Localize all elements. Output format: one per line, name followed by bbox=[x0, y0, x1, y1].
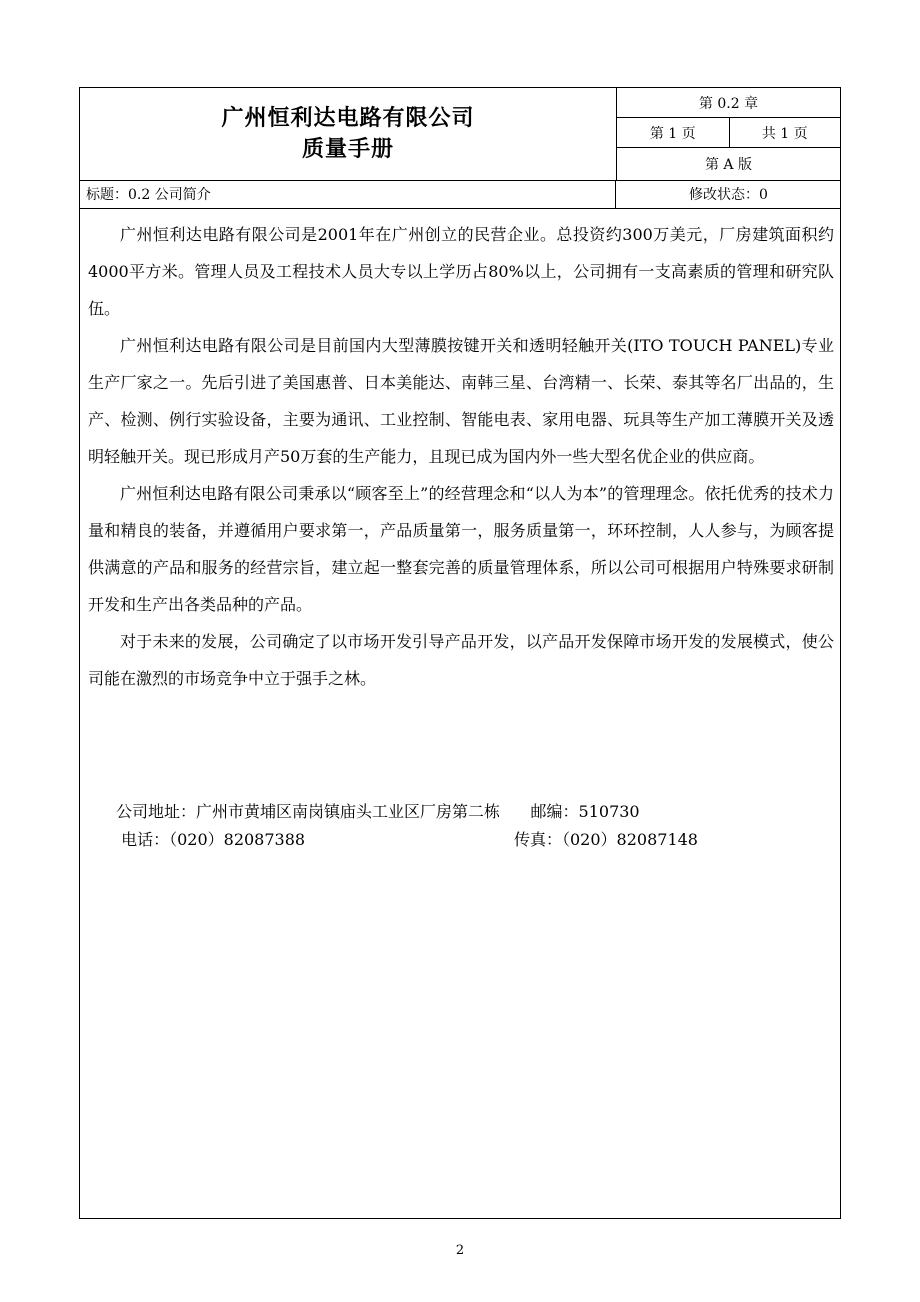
revision-status: 修改状态：0 bbox=[689, 187, 768, 203]
contact-block bbox=[116, 798, 698, 854]
paragraph-intro: 广州恒利达电路有限公司是2001年在广州创立的民营企业。总投资约300万美元，厂房建筑面积约4000平方米。管理人员及工程技术人员大专以上学历占80%以上，公司拥有一支高素质的管理和研究队伍。 bbox=[88, 225, 834, 318]
page-number: 2 bbox=[455, 1243, 465, 1258]
version-cell bbox=[617, 148, 840, 180]
address-text: 公司地址：广州市黄埔区南岗镇庙头工业区厂房第二栋 bbox=[116, 802, 501, 821]
page-info-row bbox=[617, 118, 840, 148]
document-frame bbox=[79, 87, 841, 1219]
paragraph-philosophy: 广州恒利达电路有限公司秉承以“顾客至上”的经营理念和“以人为本”的管理理念。依托优秀的技术力量和精良的装备，并遵循用户要求第一，产品质量第一，服务质量第一，环环控制，人人参与，为顾客提供满意的产品和服务的经营宗旨，建立起一整套完善的质量管理体系，所以公司可根据用户特殊要求研制开发和生产出各类品种的产品。 bbox=[88, 484, 834, 614]
paragraph-future: 对于未来的发展，公司确定了以市场开发引导产品开发，以产品开发保障市场开发的发展模式，使公司能在激烈的市场竞争中立于强手之林。 bbox=[88, 632, 834, 688]
fax-text: 传真：（020）82087148 bbox=[514, 830, 698, 849]
section-title: 标题：0.2 公司简介 bbox=[80, 180, 616, 208]
phone-text: 电话：（020）82087388 bbox=[121, 830, 306, 849]
version-text: 第 A 版 bbox=[704, 157, 752, 173]
total-pages-text: 共 1 页 bbox=[761, 125, 808, 142]
page-cell bbox=[617, 118, 730, 147]
postcode-text: 邮编：510730 bbox=[530, 802, 640, 821]
manual-title: 质量手册 bbox=[301, 137, 394, 162]
paragraph-products: 广州恒利达电路有限公司是目前国内大型薄膜按键开关和透明轻触开关(ITO TOUCH PANEL)专业生产厂家之一。先后引进了美国惠普、日本美能达、南韩三星、台湾精一、长荣、泰其等名厂出品的，生产、检测、例行实验设备，主要为通讯、工业控制、智能电表、家用电器、玩具等生产加工薄膜开关及透明轻触开关。现已形成月产50万套的生产能力，且现已成为国内外一些大型名优企业的供应商。 bbox=[88, 336, 834, 466]
page-text: 第 1 页 bbox=[649, 125, 696, 142]
address-line bbox=[116, 798, 640, 826]
chapter-cell bbox=[617, 88, 840, 118]
body-content bbox=[88, 216, 834, 697]
header-info-cell bbox=[617, 88, 840, 180]
title-row bbox=[80, 180, 840, 209]
total-pages-cell bbox=[730, 118, 841, 147]
header-block bbox=[80, 88, 840, 181]
header-title-cell bbox=[80, 88, 617, 180]
chapter-text: 第 0.2 章 bbox=[698, 95, 759, 112]
company-name: 广州恒利达电路有限公司 bbox=[221, 106, 475, 131]
